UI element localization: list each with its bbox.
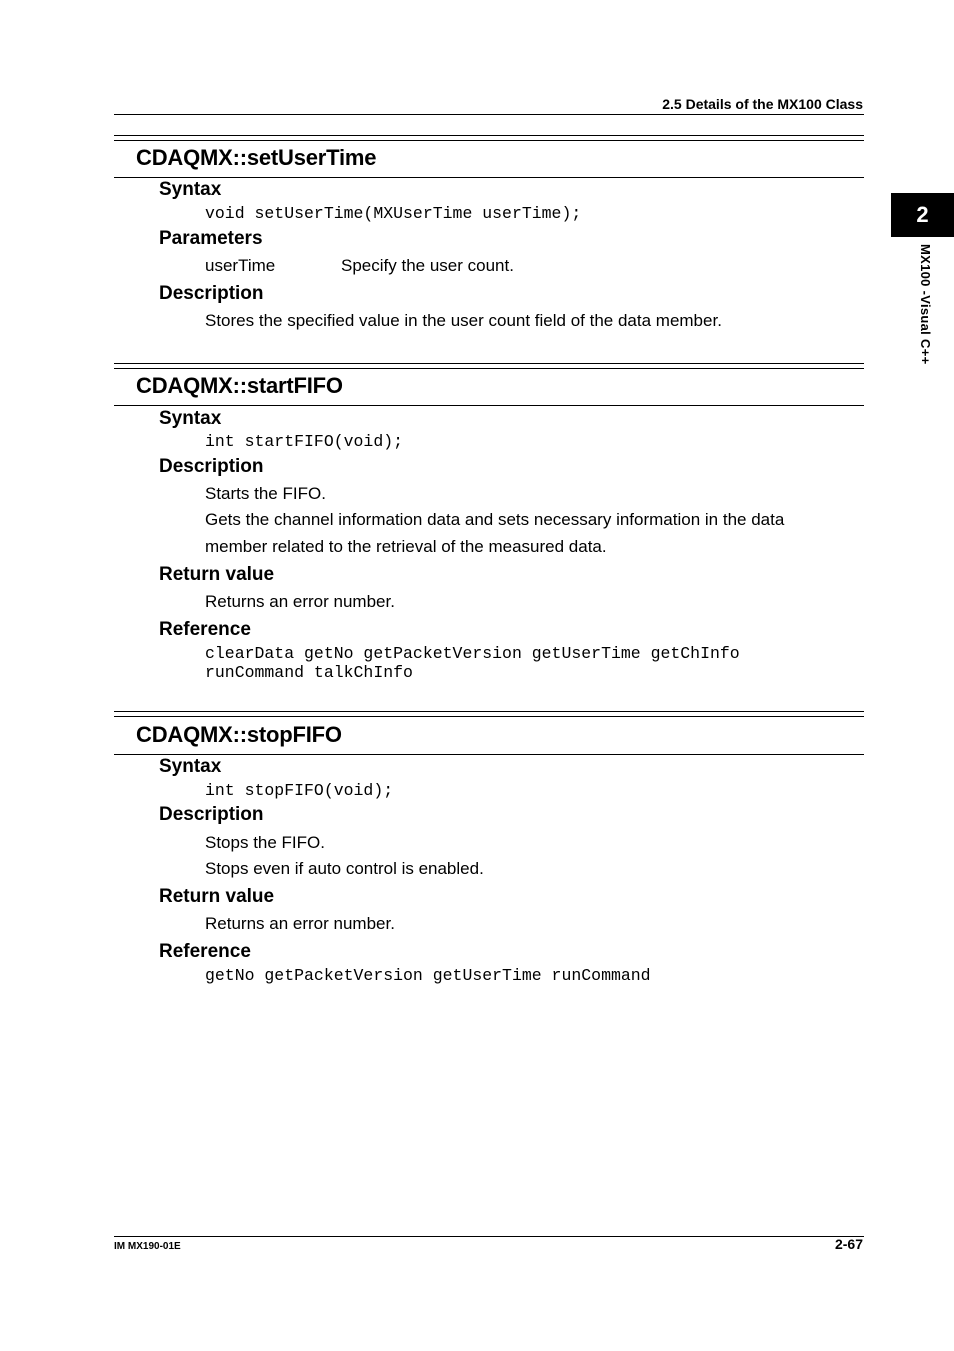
section-rule-top <box>114 716 864 717</box>
return-value-text: Returns an error number. <box>205 592 395 611</box>
return-value-heading: Return value <box>159 564 275 585</box>
chapter-title-vertical: MX100 -Visual C++ <box>918 244 933 365</box>
syntax-code: int stopFIFO(void); <box>205 781 394 800</box>
section-rule-bottom <box>114 405 864 406</box>
section-title-setusertime: CDAQMX::setUserTime <box>136 145 377 170</box>
return-value-text: Returns an error number. <box>205 914 395 933</box>
syntax-heading: Syntax <box>159 408 222 429</box>
description-text: member related to the retrieval of the measured data. <box>205 537 607 556</box>
footer-rule <box>114 1236 864 1237</box>
syntax-code: void setUserTime(MXUserTime userTime); <box>205 204 582 223</box>
description-text: Stops the FIFO. <box>205 833 325 852</box>
param-description: Specify the user count. <box>341 256 514 275</box>
description-text: Stops even if auto control is enabled. <box>205 859 484 878</box>
section-rule-top <box>114 363 864 364</box>
reference-list: runCommand talkChInfo <box>205 663 413 682</box>
section-rule-top <box>114 711 864 712</box>
description-text: Gets the channel information data and sets necessary information in the data <box>205 510 785 529</box>
document-id: IM MX190-01E <box>114 1241 181 1252</box>
syntax-code: int startFIFO(void); <box>205 432 404 451</box>
chapter-tab: 2 <box>891 193 954 237</box>
syntax-heading: Syntax <box>159 756 222 777</box>
reference-heading: Reference <box>159 941 251 962</box>
syntax-heading: Syntax <box>159 179 222 200</box>
description-heading: Description <box>159 456 264 477</box>
return-value-heading: Return value <box>159 886 275 907</box>
description-text: Stores the specified value in the user count field of the data member. <box>205 311 722 330</box>
description-heading: Description <box>159 804 264 825</box>
section-title-stopfifo: CDAQMX::stopFIFO <box>136 722 342 747</box>
parameters-heading: Parameters <box>159 228 263 249</box>
section-rule-bottom <box>114 177 864 178</box>
reference-heading: Reference <box>159 619 251 640</box>
section-rule-top <box>114 368 864 369</box>
page-number: 2-67 <box>834 1236 863 1252</box>
header-rule <box>114 114 864 115</box>
reference-list: getNo getPacketVersion getUserTime runCommand <box>205 966 651 985</box>
section-rule-top <box>114 135 864 136</box>
section-rule-top <box>114 140 864 141</box>
description-heading: Description <box>159 283 264 304</box>
section-rule-bottom <box>114 754 864 755</box>
description-text: Starts the FIFO. <box>205 484 326 503</box>
running-header: 2.5 Details of the MX100 Class <box>662 96 863 112</box>
reference-list: clearData getNo getPacketVersion getUserTime getChInfo <box>205 644 740 663</box>
param-name: userTime <box>205 256 276 275</box>
section-title-startfifo: CDAQMX::startFIFO <box>136 373 343 398</box>
